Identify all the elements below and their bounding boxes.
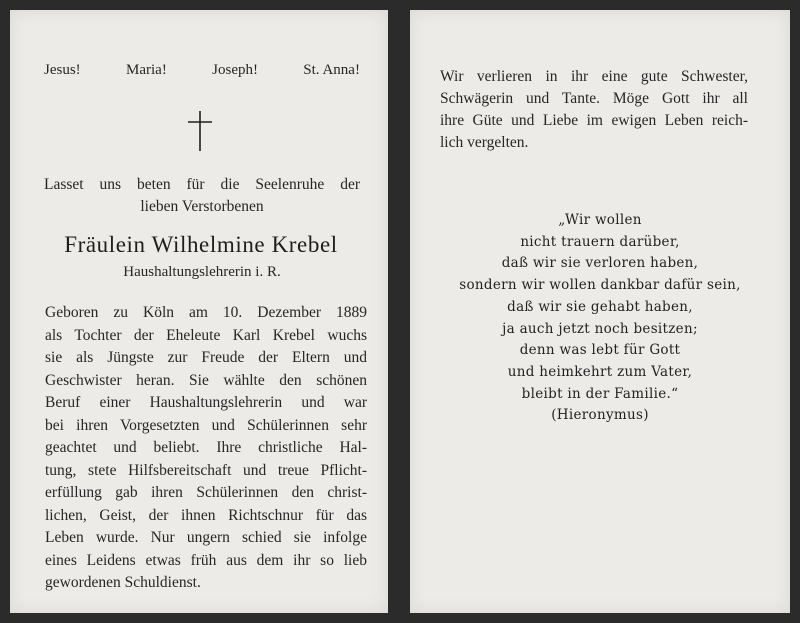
invocation-st-anna: St. Anna! xyxy=(303,62,360,78)
quote-line: sondern wir wollen dankbar dafür sein, xyxy=(459,277,741,294)
bio-line: Beruf einer Haushaltungslehrerin und war xyxy=(45,394,367,411)
prayer-intro-line-1: Lasset uns beten für die Seelenruhe der xyxy=(44,176,360,193)
quote-line: nicht trauern darüber, xyxy=(520,233,680,250)
quote-line: und heimkehrt zum Vater, xyxy=(507,363,693,380)
bio-line: lichen, Geist, der ihnen Richtschnur für das xyxy=(45,506,367,524)
condolence-line: Schwägerin und Tante. Möge Gott ihr all xyxy=(440,90,748,107)
left-panel xyxy=(10,10,388,613)
bio-line: Geschwister heran. Sie wählte den schönen xyxy=(45,371,367,389)
bio-line: gewordenen Schuldienst. xyxy=(45,574,201,591)
right-panel xyxy=(410,10,790,613)
deceased-title: Haushaltungslehrerin i. R. xyxy=(123,264,281,280)
bio-line: als Tochter der Eheleute Karl Krebel wuchs xyxy=(45,326,367,344)
condolence-text xyxy=(440,66,748,154)
quote-line: daß wir sie gehabt haben, xyxy=(507,298,693,315)
bio-line: Geboren zu Köln am 10. Dezember 1889 xyxy=(45,304,367,321)
bio-line: Leben wurde. Nur ungern schied sie infolge xyxy=(45,529,367,546)
quote-line: bleibt in der Familie.“ xyxy=(521,385,679,402)
prayer-intro-line-2: lieben Verstorbenen xyxy=(140,198,264,215)
invocations-row xyxy=(44,62,360,79)
deceased-name: Fräulein Wilhelmine Krebel xyxy=(64,232,338,257)
condolence-line: lich vergelten. xyxy=(440,134,529,151)
quote-line: ja auch jetzt noch besitzen; xyxy=(502,320,698,337)
latin-cross-icon xyxy=(186,110,214,152)
quote-attribution: (Hieronymus) xyxy=(551,407,649,424)
bio-line: bei ihren Vorgesetzten und Schülerinnen sehr xyxy=(45,416,367,434)
prayer-intro xyxy=(44,174,360,218)
quote-line: daß wir sie verloren haben, xyxy=(501,255,699,272)
invocation-joseph: Joseph! xyxy=(212,62,258,78)
condolence-line: Wir verlieren in ihr eine gute Schwester, xyxy=(440,68,748,85)
bio-line: sie als Jüngste zur Freude der Eltern und xyxy=(45,349,367,366)
bio-line: eines Leidens etwas früh aus dem ihr so lieb xyxy=(45,551,367,569)
invocation-jesus: Jesus! xyxy=(44,62,81,78)
invocation-maria: Maria! xyxy=(126,62,167,78)
quote-line: „Wir wollen xyxy=(558,212,642,228)
bio-line: geachtet und beliebt. Ihre christliche Hal- xyxy=(45,439,367,456)
bio-line: erfüllung gab ihren Schülerinnen den christ- xyxy=(45,484,367,501)
quote-line: denn was lebt für Gott xyxy=(519,342,681,359)
condolence-line: ihre Güte und Liebe im ewigen Leben reich- xyxy=(440,112,748,129)
biography xyxy=(45,302,367,595)
hieronymus-quote xyxy=(430,210,770,427)
bio-line: tung, stete Hilfsbereitschaft und treue Pflicht- xyxy=(45,461,367,479)
